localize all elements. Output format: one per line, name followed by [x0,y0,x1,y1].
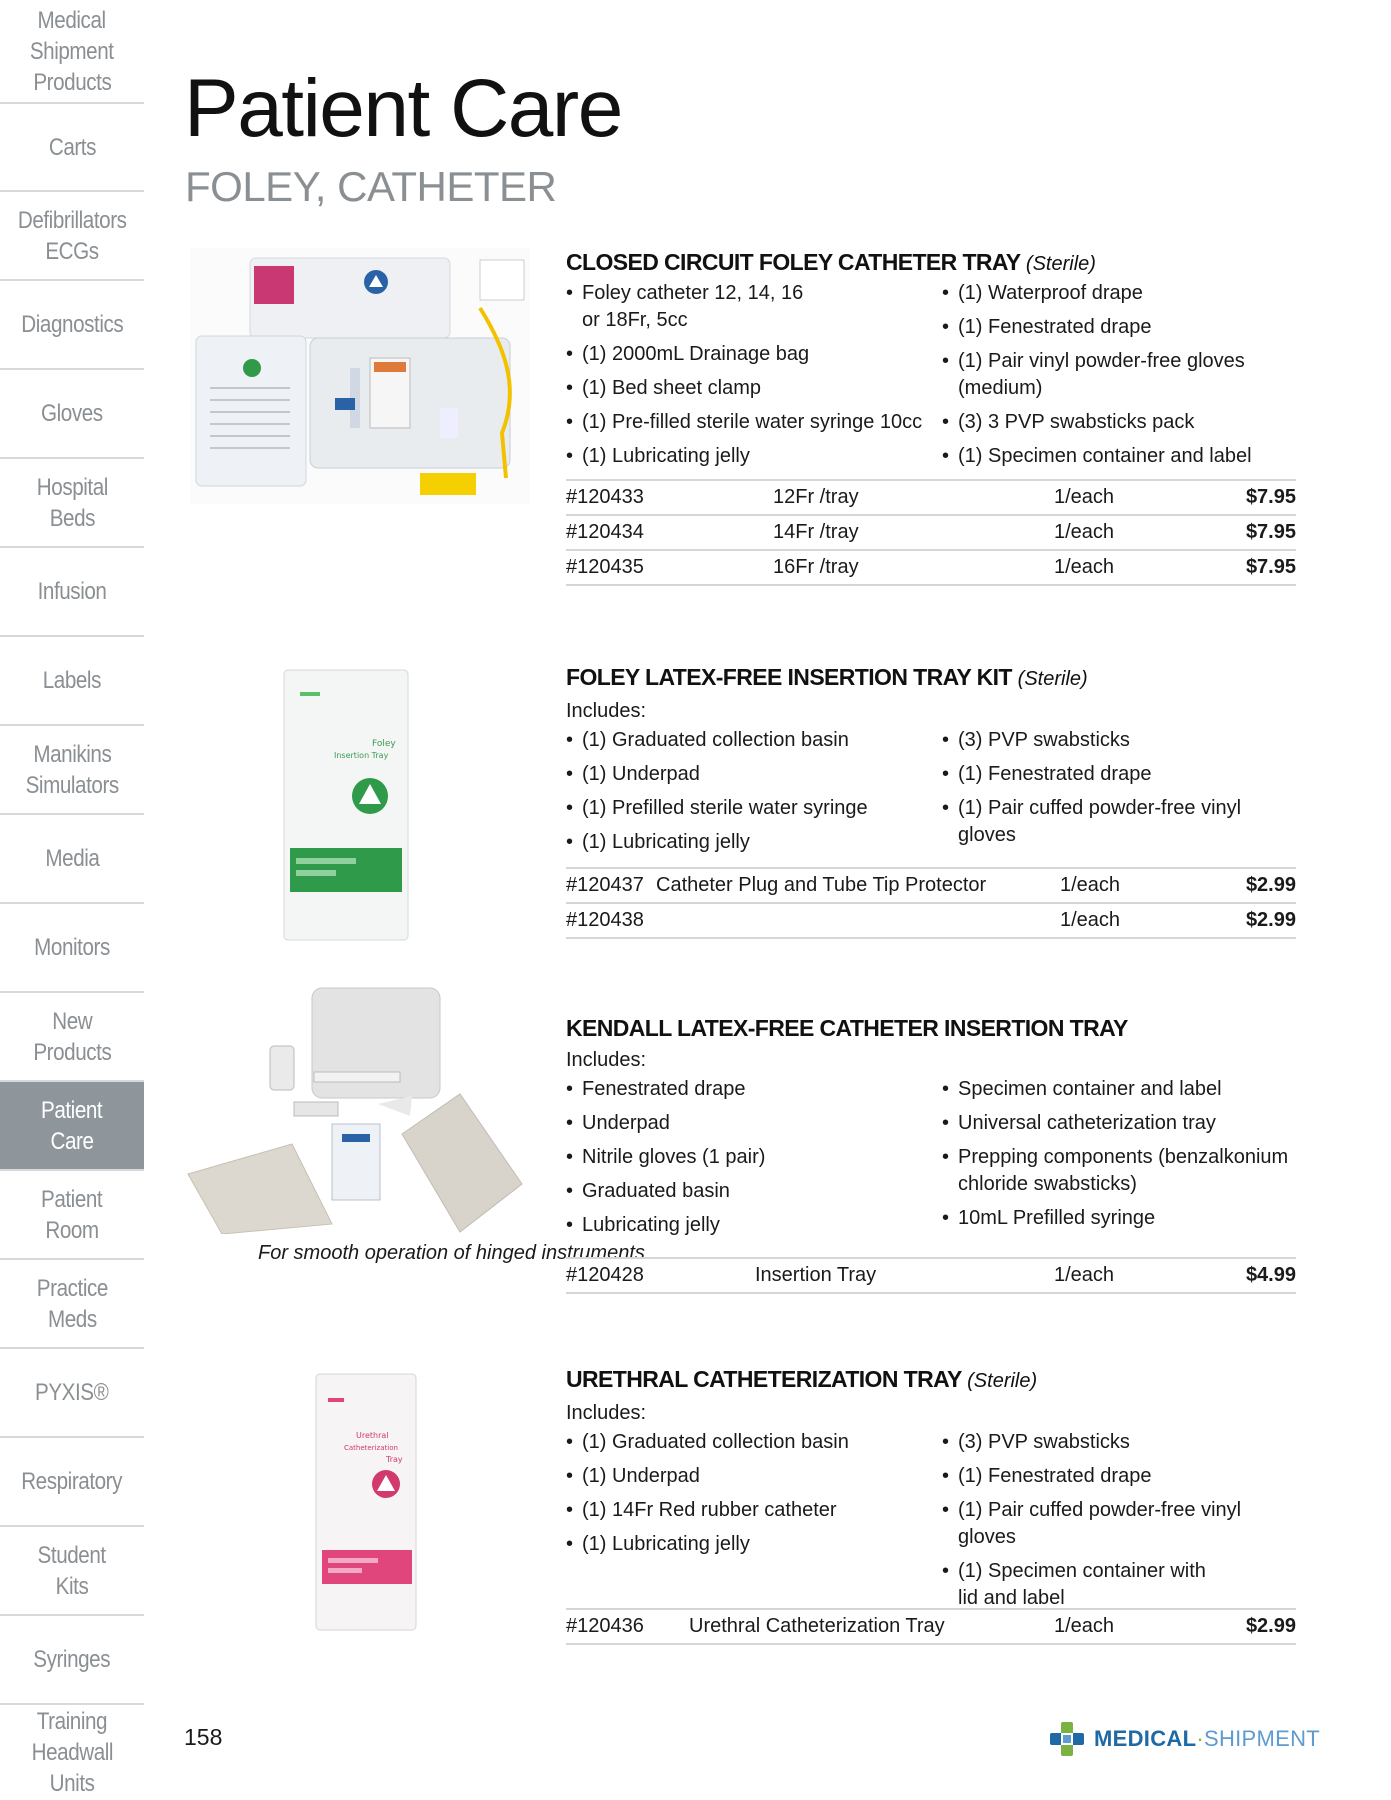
sidebar-item-media[interactable] [0,815,144,904]
feature-list-right [942,727,1296,863]
table-row: #120435 16Fr /tray 1/each $7.95 [566,551,1296,586]
feature-list-right [942,280,1296,477]
sidebar-item-monitors[interactable] [0,904,144,993]
sidebar-item-label: Gloves [41,400,103,427]
sidebar-item-label: Care [50,1127,94,1155]
list-item: • (1) Lubricating jelly [566,1531,942,1558]
table-row: #120438 1/each $2.99 [566,904,1296,939]
sidebar-item-label: Products [32,1038,112,1066]
sidebar-item-label: Training [36,1708,108,1735]
product-title: KENDALL LATEX-FREE CATHETER INSERTION TRAY [566,1015,1128,1041]
list-item: • (1) Pair vinyl powder-free gloves (medium) [942,348,1258,402]
list-item: • (3) 3 PVP swabsticks pack [942,409,1296,436]
list-item: • (1) Pair cuffed powder-free vinyl gloves [942,1497,1296,1551]
sidebar-item-label: Kits [55,1572,89,1600]
foley-latex-free-tray-image [282,668,412,944]
sidebar-item-respiratory[interactable] [0,1438,144,1527]
list-item: • (1) 14Fr Red rubber catheter [566,1497,942,1524]
sidebar-item-label: Student [37,1541,107,1569]
sidebar-item-carts[interactable] [0,104,144,192]
list-item: • Fenestrated drape [566,1076,942,1103]
svg-text:Foley: Foley [372,739,396,749]
sidebar-item-infusion[interactable] [0,548,144,637]
brand-logo [1048,1720,1320,1758]
product-kendall-catheter-insertion-tray [566,1014,1296,1246]
sidebar-item-pyxis[interactable] [0,1349,144,1438]
category-sidebar [0,0,144,1800]
feature-list-left [566,1429,942,1619]
list-item: • (1) Specimen container with lid and label [942,1558,1228,1612]
product-title: URETHRAL CATHETERIZATION TRAY (Sterile) [566,1366,1038,1392]
list-item: • Specimen container and label [942,1076,1296,1103]
list-item: • Prepping components (benzalkonium chloride swabsticks) [942,1144,1296,1198]
sidebar-item-label: Beds [49,504,95,532]
sidebar-item-label: Infusion [37,578,107,605]
feature-list-right [942,1429,1296,1619]
sidebar-item-new-products[interactable] [0,993,144,1082]
sidebar-item-label: Patient [41,1096,103,1124]
sidebar-item-label: Media [44,845,100,872]
feature-list-left [566,280,942,477]
image-caption: For smooth operation of hinged instruments [258,1242,645,1264]
list-item: • Nitrile gloves (1 pair) [566,1144,942,1171]
page-number: 158 [184,1724,223,1750]
list-item: • (1) Lubricating jelly [566,443,942,470]
sidebar-item-label: Diagnostics [21,311,123,338]
medical-cross-logo-icon [1048,1720,1086,1758]
product-urethral-catheterization-tray [566,1365,1296,1619]
urethral-catheterization-tray-image [314,1372,420,1634]
sidebar-item-label: Practice [36,1274,108,1302]
feature-list-left [566,1076,942,1246]
sidebar-item-label: Respiratory [21,1468,123,1495]
product-closed-circuit-foley-tray [566,248,1296,477]
sidebar-item-label: Defibrillators [17,206,127,234]
list-item: • 10mL Prefilled syringe [942,1205,1296,1232]
page-subtitle: FOLEY, CATHETER [185,163,557,210]
product-foley-latex-free-insertion-tray [566,663,1296,863]
feature-list-right [942,1076,1296,1246]
list-item: • (1) Underpad [566,761,942,788]
sidebar-item-student-kits[interactable] [0,1527,144,1616]
sidebar-item-practice-meds[interactable] [0,1260,144,1349]
table-row: #120428 Insertion Tray 1/each $4.99 [566,1259,1296,1294]
page-title: Patient Care [184,63,622,154]
list-item: • Universal catheterization tray [942,1110,1296,1137]
price-table [566,1608,1296,1645]
kendall-insertion-tray-image [182,984,528,1234]
list-item: • (1) Pair cuffed powder-free vinyl gloves [942,795,1296,849]
sidebar-item-label: Carts [48,133,96,161]
list-item: • (3) PVP swabsticks [942,727,1296,754]
includes-label: Includes: [566,700,647,722]
sidebar-item-label: PYXIS® [35,1379,109,1406]
list-item: • (1) Pre-filled sterile water syringe 10cc [566,409,942,436]
list-item: • Underpad [566,1110,942,1137]
sidebar-item-training-headwall-units[interactable] [0,1705,144,1800]
list-item: • (1) Fenestrated drape [942,1463,1296,1490]
sidebar-item-label: Syringes [33,1646,111,1673]
sidebar-item-defibrillators-ecgs[interactable] [0,192,144,281]
list-item: • Foley catheter 12, 14, 16 or 18Fr, 5cc [566,280,812,334]
list-item: • (1) Graduated collection basin [566,727,942,754]
sidebar-item-label: ECGs [45,237,99,265]
list-item: • (1) Specimen container and label [942,443,1296,470]
svg-text:Urethral: Urethral [356,1431,389,1440]
list-item: • (1) Fenestrated drape [942,761,1296,788]
product-title: CLOSED CIRCUIT FOLEY CATHETER TRAY (Sterile) [566,249,1096,275]
includes-label: Includes: [566,1402,647,1424]
price-table [566,479,1296,586]
table-row: #120434 14Fr /tray 1/each $7.95 [566,516,1296,551]
sidebar-item-hospital-beds[interactable] [0,459,144,548]
list-item: • Lubricating jelly [566,1212,942,1239]
table-row: #120437 Catheter Plug and Tube Tip Protector 1/each $2.99 [566,869,1296,904]
sidebar-item-gloves[interactable] [0,370,144,459]
price-table [566,867,1296,939]
sidebar-item-label: Hospital [36,473,108,501]
sidebar-item-label: Manikins [32,740,111,768]
feature-list-left [566,727,942,863]
sidebar-item-label: Headwall [31,1739,113,1766]
sidebar-item-diagnostics[interactable] [0,281,144,370]
sidebar-item-medical-shipment-products[interactable] [0,0,144,104]
list-item: • (1) 2000mL Drainage bag [566,341,942,368]
list-item: • (1) Lubricating jelly [566,829,942,856]
sidebar-item-label: Labels [42,667,102,694]
sidebar-item-label: Meds [47,1305,97,1333]
sidebar-item-manikins-simulators[interactable] [0,726,144,815]
sidebar-item-syringes[interactable] [0,1616,144,1705]
list-item: • (3) PVP swabsticks [942,1429,1296,1456]
price-table [566,1257,1296,1294]
list-item: • (1) Prefilled sterile water syringe [566,795,942,822]
sidebar-item-label: Room [45,1216,99,1244]
sidebar-item-label: New [51,1007,92,1035]
sidebar-item-patient-room[interactable] [0,1171,144,1260]
brand-wordmark: MEDICAL·SHIPMENT [1094,1726,1321,1751]
includes-label: Includes: [566,1049,647,1071]
sidebar-item-label: Medical [37,6,107,34]
sidebar-item-label: Patient [41,1185,103,1213]
product-title: FOLEY LATEX-FREE INSERTION TRAY KIT (Sterile) [566,664,1088,690]
list-item: • Graduated basin [566,1178,942,1205]
list-item: • (1) Bed sheet clamp [566,375,942,402]
sidebar-item-patient-care[interactable] [0,1082,144,1171]
sidebar-item-label: Monitors [34,934,110,961]
list-item: • (1) Fenestrated drape [942,314,1296,341]
svg-text:Catheterization: Catheterization [344,1444,398,1452]
sidebar-item-labels[interactable] [0,637,144,726]
svg-text:Insertion Tray: Insertion Tray [334,751,389,760]
sidebar-item-label: Shipment [30,37,114,65]
table-row: #120436 Urethral Catheterization Tray 1/each $2.99 [566,1610,1296,1645]
list-item: • (1) Underpad [566,1463,942,1490]
sidebar-item-label: Products [32,68,112,96]
svg-text:Tray: Tray [386,1455,403,1464]
sidebar-item-label: Units [49,1770,95,1797]
list-item: • (1) Graduated collection basin [566,1429,942,1456]
table-row: #120433 12Fr /tray 1/each $7.95 [566,481,1296,516]
closed-circuit-foley-tray-image [190,248,530,504]
list-item: • (1) Waterproof drape [942,280,1296,307]
sidebar-item-label: Simulators [25,771,119,799]
